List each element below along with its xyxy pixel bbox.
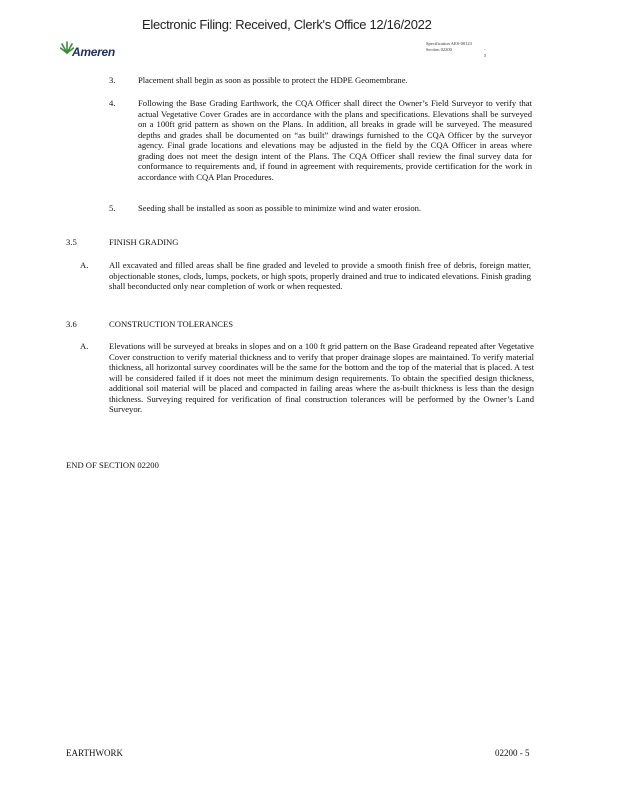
section-number: 3.5 (66, 237, 77, 247)
section-heading: FINISH GRADING (109, 237, 179, 247)
list-item-text: Seeding shall be installed as soon as possible to minimize wind and water erosion. (138, 203, 422, 213)
section-paragraph: Elevations will be surveyed at breaks in slopes and on a 100 ft grid pattern on the Base Gradeand repeated after Vegetative Cover construction to verify material thickness and to verify that proper drainage slopes are maintained. To verify material thickness, all horizontal survey coordinates will be the same for the bottom and the top of the material that is placed. A test will be considered failed if it does not meet the minimum design requirements. To obtain the specified design thickness, additional soil material will be placed and compacted in failing areas where the as-built thickness is less than the design thickness. Surveying required for verification of final construction tolerances will be performed by the Owner’s Land Surveyor. (109, 341, 534, 414)
section-item-label: A. (80, 260, 89, 270)
spec-reference (426, 41, 487, 58)
list-item-number: 4. (109, 98, 116, 108)
logo-wordmark: Ameren (72, 45, 115, 59)
section-number: Section 02200 (426, 47, 452, 52)
footer-title: EARTHWORK (66, 748, 123, 758)
end-of-section: END OF SECTION 02200 (66, 460, 159, 470)
list-item-text: Placement shall begin as soon as possible to protect the HDPE Geomembrane. (138, 75, 408, 85)
list-item-text: Following the Base Grading Earthwork, the CQA Officer shall direct the Owner’s Field Surveyor to verify that actual Vegetative Cover Grades are in accordance with the plans and specifications. Elevations shall be surveyed on a 100ft grid pattern as shown on the Plans. In addition, all breaks in grade will be surveyed. The measured depths and grades shall be documented on “as built” drawings furnished to the CQA Officer by the surveyor agency. Final grade locations and elevations may be adjusted in the field by the CQA Officer in areas where grading does not meet the design intent of the Plans. The CQA Officer shall review the final survey data for conformance to requirements and, if found in agreement with requirements, provide certification for the work in accordance with CQA Plan Procedures. (138, 98, 532, 182)
list-item-number: 3. (109, 75, 116, 85)
filing-stamp: Electronic Filing: Received, Clerk's Office 12/16/2022 (142, 17, 432, 32)
section-item-label: A. (80, 341, 89, 351)
section-paragraph: All excavated and filled areas shall be fine graded and leveled to provide a smooth finish free of debris, foreign matter, objectionable stones, clods, lumps, pockets, or high spots, properly drained and true to indicated elevations. Finish grading shall beconducted only near completion of work or when requested. (109, 260, 531, 291)
section-heading: CONSTRUCTION TOLERANCES (109, 319, 234, 329)
spec-number: Specification AES-00123 (426, 41, 472, 46)
section-number: 3.6 (66, 319, 77, 329)
list-item-number: 5. (109, 203, 116, 213)
ameren-logo (60, 40, 120, 62)
footer-page-number: 02200 - 5 (495, 748, 530, 758)
header-page: - 5 (484, 47, 487, 58)
